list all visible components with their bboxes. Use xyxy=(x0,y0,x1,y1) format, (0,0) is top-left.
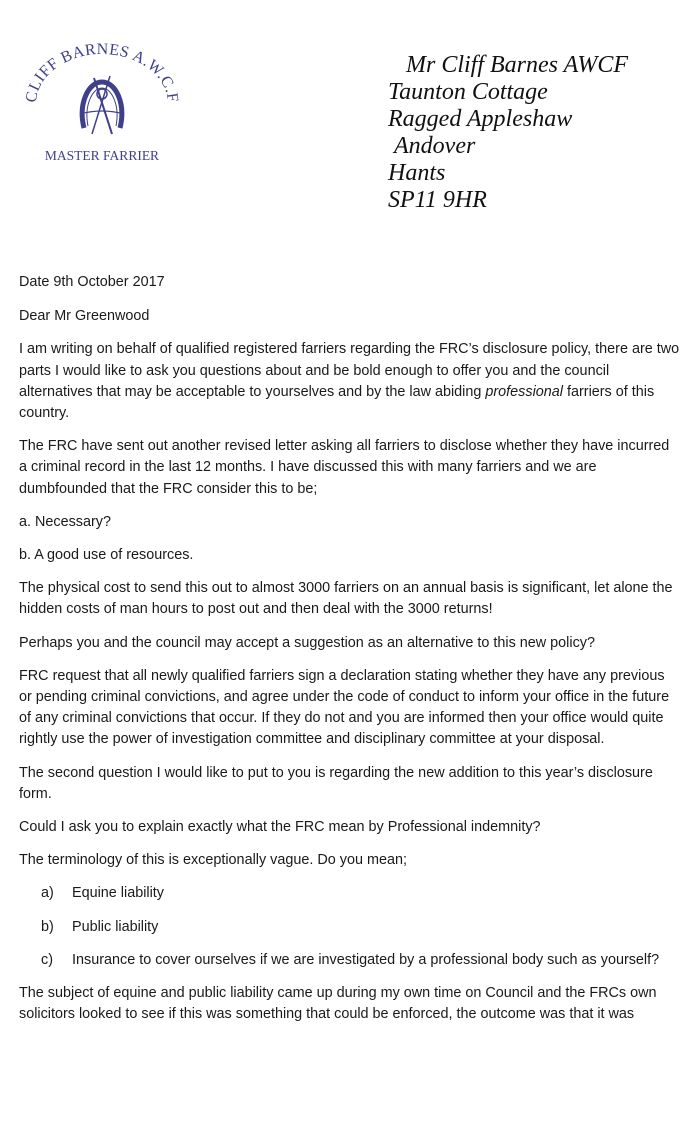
paragraph-3: The physical cost to send this out to almost 3000 farriers on an annual basis is significant, let alone the hidden costs of man hours to post out and then deal with the 3000 returns! xyxy=(19,580,673,618)
logo-arc-text: CLIFF BARNES A.W.C.F xyxy=(22,42,182,104)
emphasis-professional: professional xyxy=(485,383,563,400)
letter-date: Date 9th October 2017 xyxy=(19,274,165,290)
list-item: a) Equine liability xyxy=(41,885,164,902)
salutation: Dear Mr Greenwood xyxy=(19,308,150,325)
point-b: b. A good use of resources. xyxy=(19,547,194,564)
letter-body xyxy=(19,272,681,1037)
list-item: c) Insurance to cover ourselves if we are investigated by a professional body such as yourself? xyxy=(41,951,660,968)
address-line-3: Andover xyxy=(394,133,476,159)
point-a: a. Necessary? xyxy=(19,513,111,530)
paragraph-7: Could I ask you to explain exactly what the FRC mean by Professional indemnity? xyxy=(19,819,541,836)
list-item: b) Public liability xyxy=(41,918,159,935)
sender-address xyxy=(388,52,628,214)
address-line-2: Ragged Appleshaw xyxy=(388,106,573,132)
paragraph-9: The subject of equine and public liability came up during my own time on Council and the FRCs own solicitors looked to see if this was something that could be enforced, the outcome was that it was xyxy=(19,985,657,1023)
svg-text:CLIFF BARNES A.W.C.F xyxy=(23,42,181,104)
horseshoe-emblem-icon xyxy=(22,42,182,168)
paragraph-5: FRC request that all newly qualified farriers sign a declaration stating whether they have any previous or pending criminal convictions, and agree under the code of conduct to inform your office in the future of any criminal convictions that occur. If they do not and you are informed then your office would quite rightly use the power of investigation committee and disciplinary committee at your disposal. xyxy=(19,667,670,748)
options-list xyxy=(19,883,681,971)
logo-subtitle: MASTER FARRIER xyxy=(44,148,160,163)
paragraph-4: Perhaps you and the council may accept a suggestion as an alternative to this new policy? xyxy=(19,634,595,651)
paragraph-2: The FRC have sent out another revised letter asking all farriers to disclose whether they have incurred a criminal record in the last 12 months. I have discussed this with many farriers and we are dumbfounded that the FRC consider this to be; xyxy=(19,438,670,497)
address-line-1: Taunton Cottage xyxy=(388,79,548,105)
farrier-logo xyxy=(22,42,182,168)
paragraph-8: The terminology of this is exceptionally vague. Do you mean; xyxy=(19,852,407,869)
sender-name: Mr Cliff Barnes AWCF xyxy=(406,52,628,78)
paragraph-6: The second question I would like to put to you is regarding the new addition to this year’s disclosure form. xyxy=(19,764,653,802)
address-line-4: Hants xyxy=(388,160,446,186)
paragraph-1: I am writing on behalf of qualified registered farriers regarding the FRC’s disclosure policy, there are two parts I would like to ask you questions about and be bold enough to offer you and the council alternatives that may be acceptable to yourselves and by the law abiding professional farriers of this country. xyxy=(19,341,680,422)
address-postcode: SP11 9HR xyxy=(388,187,487,213)
